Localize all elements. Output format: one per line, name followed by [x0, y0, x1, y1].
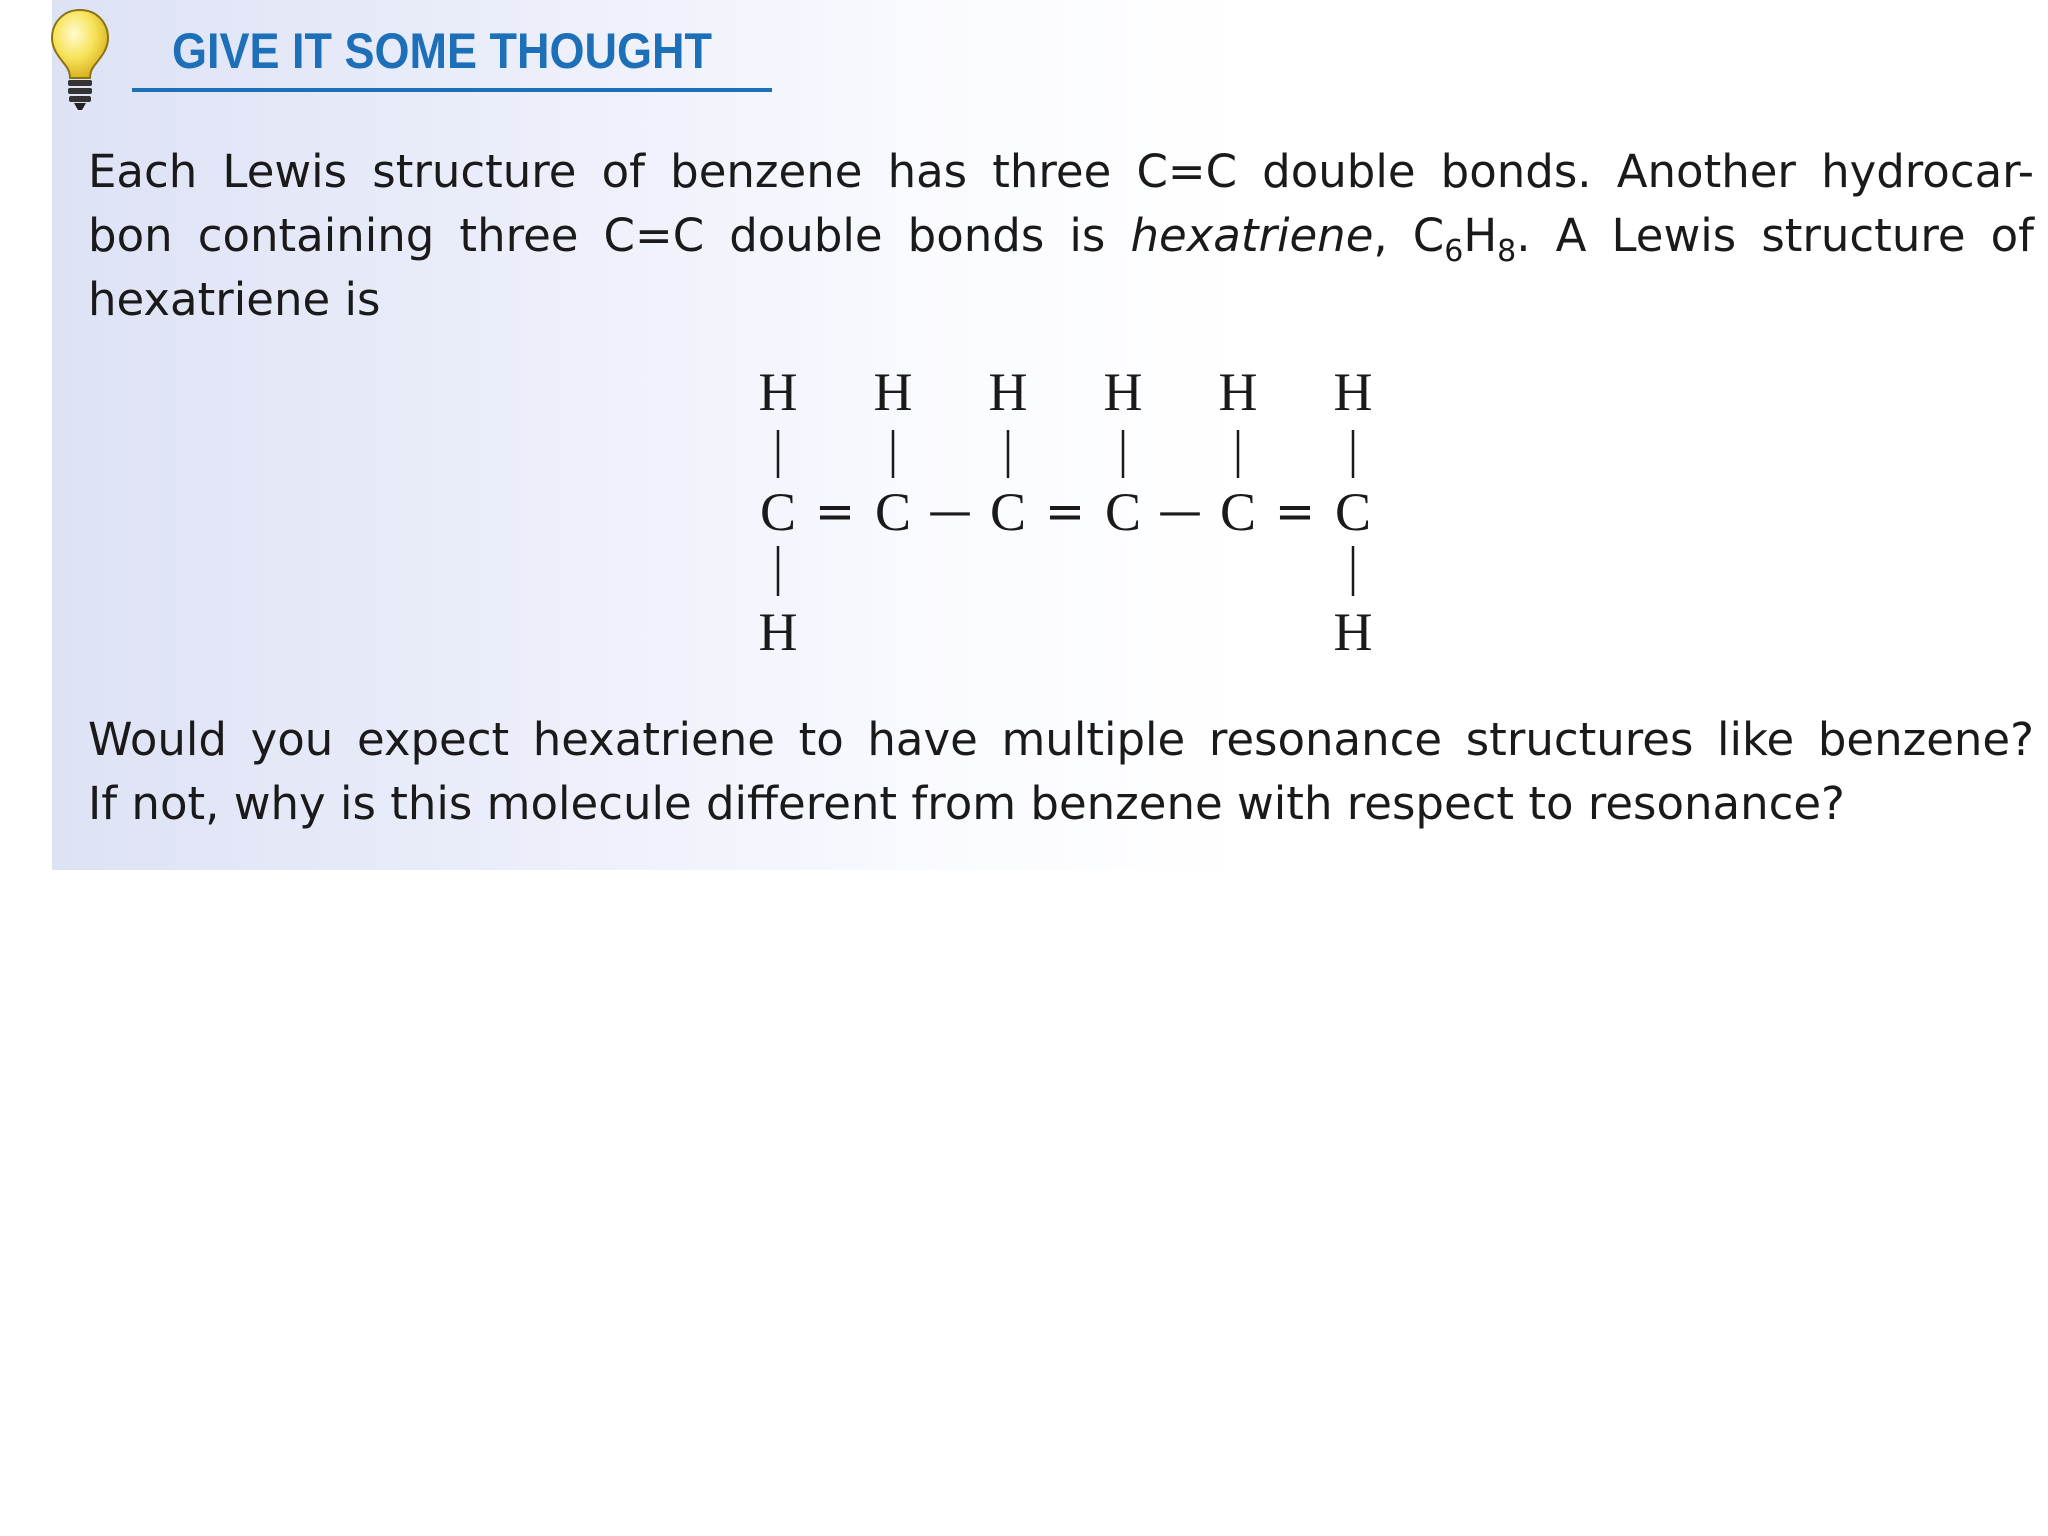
- lightbulb-icon: [48, 4, 112, 112]
- carbon-atom: C: [989, 482, 1027, 542]
- carbon-atom: C: [1104, 482, 1142, 542]
- compound-name-hexatriene: hexatriene: [1130, 209, 1374, 262]
- lewis-structure-hexatriene: [730, 360, 1410, 680]
- question-paragraph: [88, 708, 2034, 836]
- top-hydrogen: H: [1333, 362, 1373, 422]
- double-bond: =: [1044, 484, 1086, 540]
- carbon-atom: C: [1334, 482, 1372, 542]
- intro-paragraph: [88, 140, 2034, 332]
- top-hydrogen: H: [758, 362, 798, 422]
- heading-underline: [132, 88, 772, 92]
- callout-heading: GIVE IT SOME THOUGHT: [172, 23, 713, 79]
- bottom-hydrogen-right: H: [1333, 602, 1373, 662]
- top-hydrogen: H: [1103, 362, 1143, 422]
- carbon-atom: C: [759, 482, 797, 542]
- top-hydrogen: H: [873, 362, 913, 422]
- intro-line-1: Each Lewis structure of benzene has three C=C double bonds. Another hydrocar-: [88, 145, 2035, 198]
- intro-line-2: bon containing three C=C double bonds is hexatriene, $C_6H_8$. A Lewis structure of: [88, 209, 2035, 269]
- question-line-2: If not, why is this molecule different from benzene with respect to resonance?: [88, 777, 1845, 830]
- carbon-atom: C: [1219, 482, 1257, 542]
- single-bond: —: [928, 486, 972, 537]
- double-bond: =: [1274, 484, 1316, 540]
- double-bond: =: [814, 484, 856, 540]
- intro-line-3: hexatriene is: [88, 273, 381, 326]
- bottom-hydrogen-left: H: [758, 602, 798, 662]
- single-bond: —: [1158, 486, 1202, 537]
- carbon-atom: C: [874, 482, 912, 542]
- top-hydrogen: H: [1218, 362, 1258, 422]
- question-line-1: Would you expect hexatriene to have multiple resonance structures like benzene?: [88, 713, 2034, 766]
- top-hydrogen: H: [988, 362, 1028, 422]
